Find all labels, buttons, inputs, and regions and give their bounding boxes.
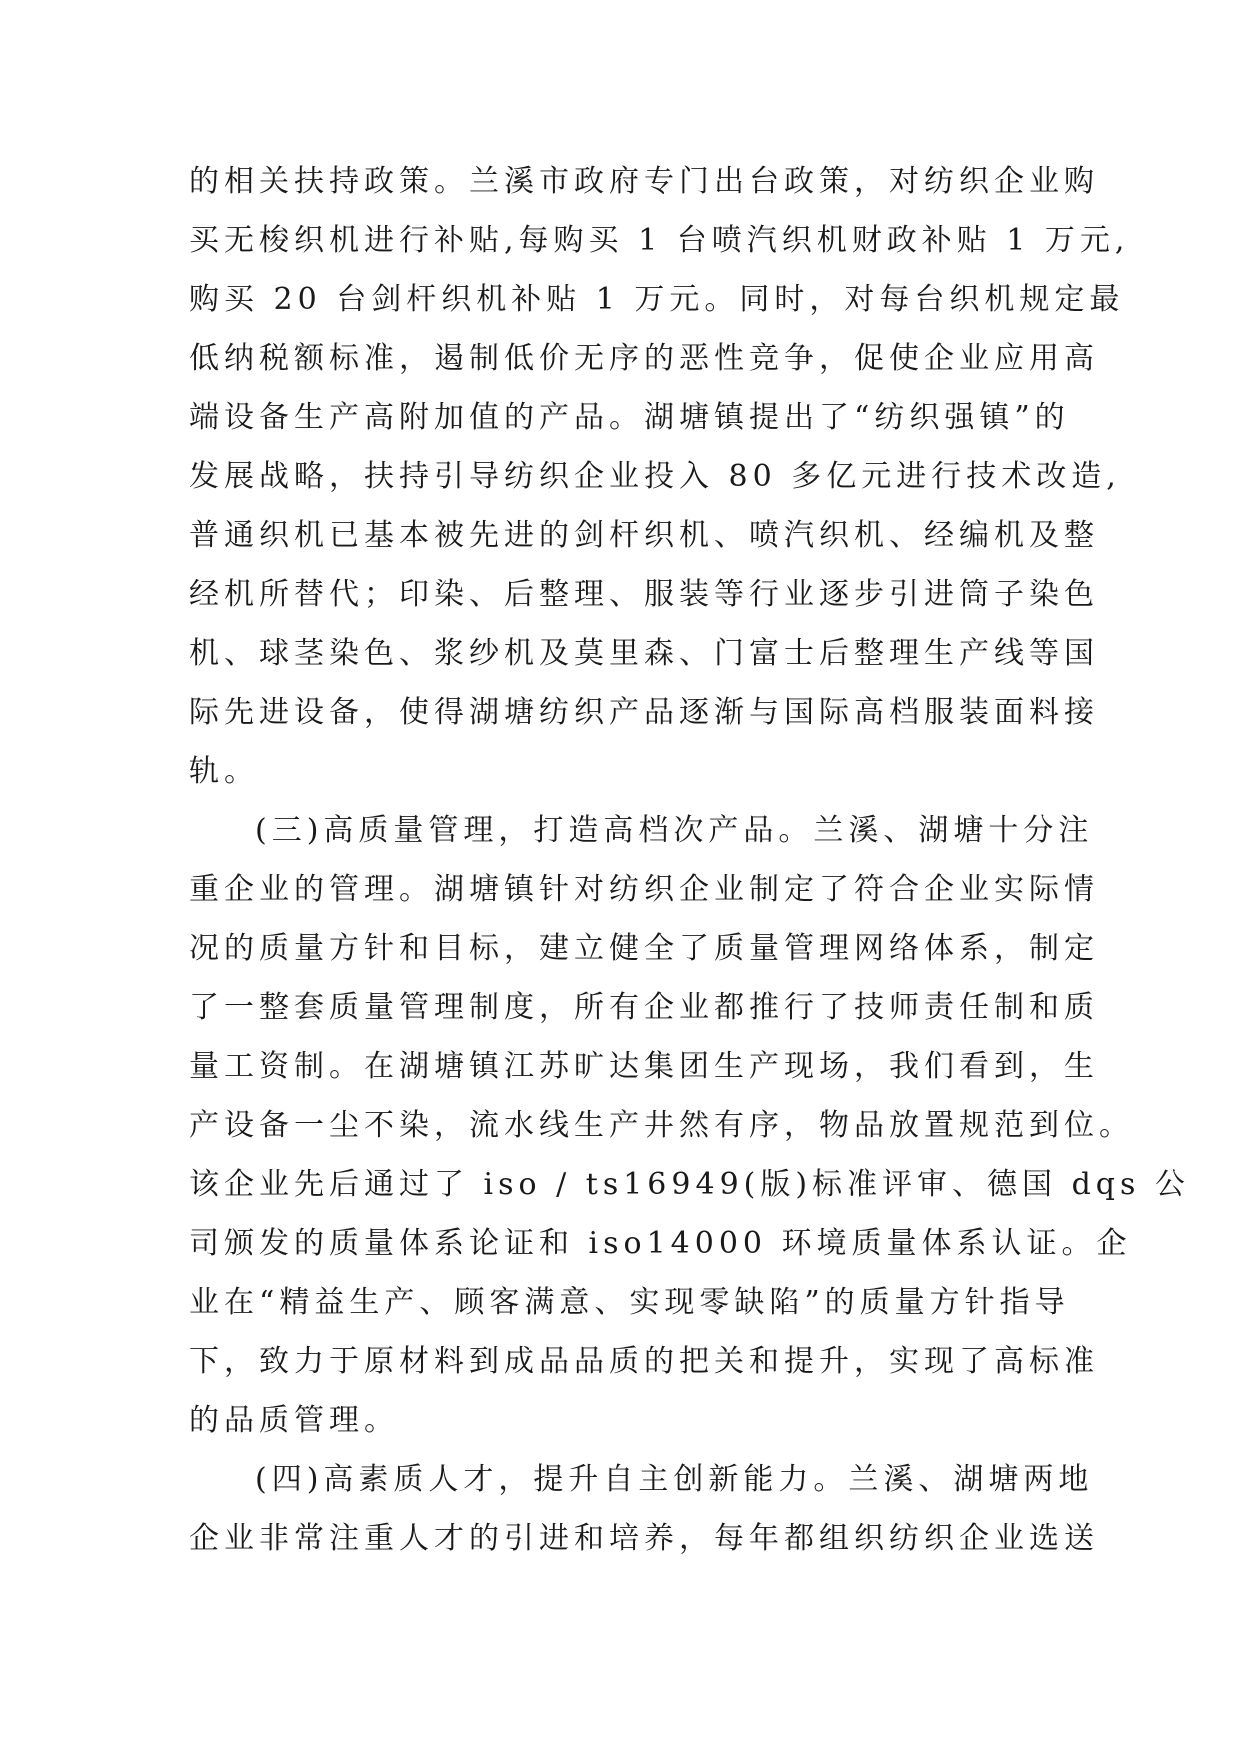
text-line: 下，致力于原材料到成品品质的把关和提升，实现了高标准	[189, 1344, 1099, 1379]
text-line: (四)高素质人才，提升自主创新能力。兰溪、湖塘两地	[255, 1462, 1094, 1497]
text-line: 的相关扶持政策。兰溪市政府专门出台政策，对纺织企业购	[189, 164, 1099, 199]
text-line: 重企业的管理。湖塘镇针对纺织企业制定了符合企业实际情	[189, 872, 1099, 907]
text-line: 司颁发的质量体系论证和 iso14000 环境质量体系认证。企	[189, 1226, 1132, 1261]
text-line: 普通织机已基本被先进的剑杆织机、喷汽织机、经编机及整	[189, 518, 1099, 553]
text-line: 量工资制。在湖塘镇江苏旷达集团生产现场，我们看到，生	[189, 1049, 1099, 1084]
text-line: 买无梭织机进行补贴,每购买 1 台喷汽织机财政补贴 1 万元,	[189, 223, 1130, 258]
body-text	[189, 152, 1190, 1568]
text-line: 轨。	[189, 754, 259, 789]
text-line: 产设备一尘不染，流水线生产井然有序，物品放置规范到位。	[189, 1108, 1134, 1143]
paragraph-3	[189, 1450, 1099, 1568]
text-line: 况的质量方针和目标，建立健全了质量管理网络体系，制定	[189, 931, 1099, 966]
text-line: 低纳税额标准，遏制低价无序的恶性竞争，促使企业应用高	[189, 341, 1099, 376]
text-line: (三)高质量管理，打造高档次产品。兰溪、湖塘十分注	[255, 813, 1094, 848]
text-line: 的品质管理。	[189, 1403, 399, 1438]
text-line: 发展战略，扶持引导纺织企业投入 80 多亿元进行技术改造,	[189, 459, 1121, 494]
text-line: 购买 20 台剑杆织机补贴 1 万元。同时，对每台织机规定最	[189, 282, 1125, 317]
text-line: 际先进设备，使得湖塘纺织产品逐渐与国际高档服装面料接	[189, 695, 1099, 730]
text-line: 该企业先后通过了 iso / ts16949(版)标准评审、德国 dqs 公	[189, 1167, 1190, 1202]
text-line: 端设备生产高附加值的产品。湖塘镇提出了“纺织强镇”的	[189, 400, 1070, 435]
text-line: 了一整套质量管理制度，所有企业都推行了技师责任制和质	[189, 990, 1099, 1025]
paragraph-1	[189, 152, 1130, 801]
text-line: 机、球茎染色、浆纱机及莫里森、门富士后整理生产线等国	[189, 636, 1099, 671]
text-line: 业在“精益生产、顾客满意、实现零缺陷”的质量方针指导	[189, 1285, 1070, 1320]
text-line: 企业非常注重人才的引进和培养，每年都组织纺织企业选送	[189, 1521, 1099, 1556]
paragraph-2	[189, 801, 1190, 1450]
text-line: 经机所替代；印染、后整理、服装等行业逐步引进筒子染色	[189, 577, 1099, 612]
